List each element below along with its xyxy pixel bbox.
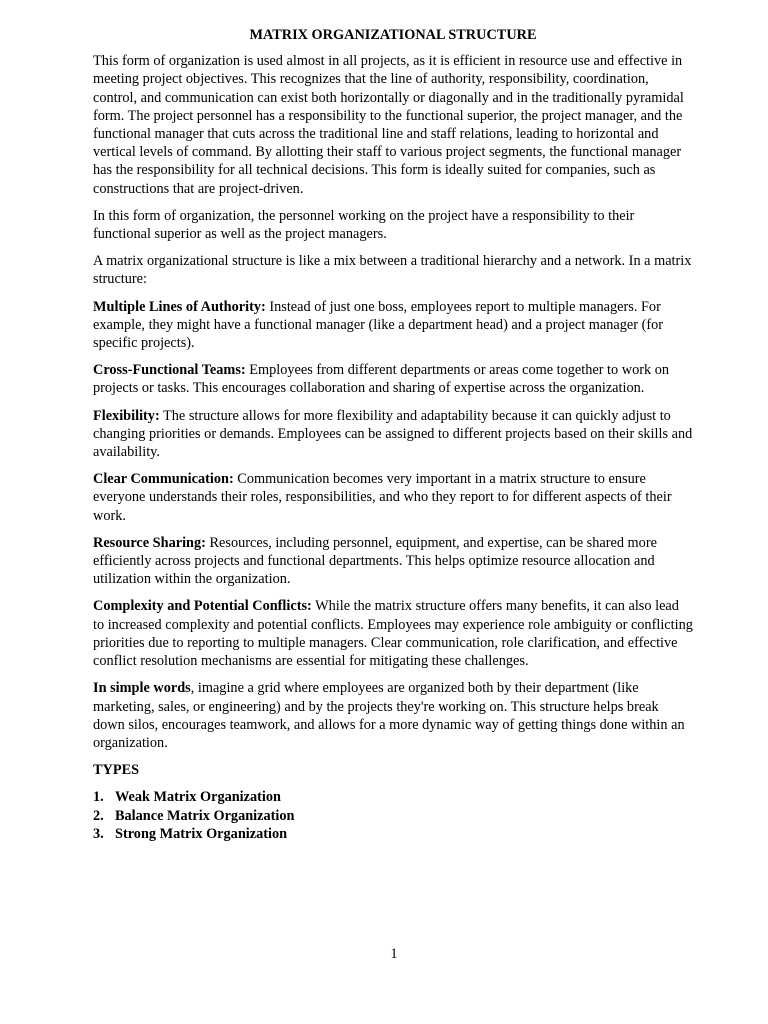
third-paragraph: A matrix organizational structure is like a mix between a traditional hierarchy and a network. In a matrix structure: [93, 253, 692, 288]
page-number: 1 [390, 946, 398, 962]
page-title: MATRIX ORGANIZATIONAL STRUCTURE [249, 27, 537, 43]
types-list-item [93, 788, 693, 806]
feature-term: Flexibility: [93, 407, 160, 424]
summary-text: , imagine a grid where employees are organized both by their department (like marketing, sales, or engineering) and by the projects they're working on. This structure helps break down silos, encourages teamwork, and allows for a more dynamic way of getting things done within an organization. [93, 680, 685, 751]
feature-paragraph [93, 298, 693, 353]
intro-paragraph: This form of organization is used almost in all projects, as it is efficient in resource use and effective in meeting project objectives. This recognizes that the line of authority, responsibility, coordination, control, and communication can exist both horizontally or diagonally and in the traditionally pyramidal form. The project personnel has a responsibility to the functional superior, the project manager, and the functional manager that cuts across the traditional line and staff relations, leading to horizontal and vertical levels of command. By allotting their staff to various project segments, the functional manager has the responsibility for all technical decisions. This form is ideally suited for companies, such as constructions that are project-driven. [93, 53, 684, 197]
feature-paragraph [93, 407, 693, 462]
list-item-label: Weak Matrix Organization [115, 789, 281, 806]
feature-term: Resource Sharing: [93, 534, 206, 551]
feature-paragraph [93, 361, 693, 397]
list-number: 2. [93, 807, 104, 824]
feature-text: Instead of just one boss, employees report to multiple managers. For example, they might have a functional manager (like a department head) and a project manager (for specific projects). [93, 298, 664, 352]
types-list-item [93, 807, 693, 825]
list-item-label: Strong Matrix Organization [115, 825, 288, 842]
feature-term: Clear Communication: [93, 471, 234, 488]
summary-term: In simple words [93, 680, 191, 697]
feature-text: While the matrix structure offers many benefits, it can also lead to increased complexity and potential conflicts. Employees may experience role ambiguity or conflicting priorities due to reporting to multiple managers. Clear communication, role clarification, and effective conflict resolution mechanisms are essential for mitigating these challenges. [93, 598, 693, 670]
second-paragraph: In this form of organization, the personnel working on the project have a responsibility to their functional superior as well as the project managers. [93, 207, 635, 243]
summary-paragraph [93, 679, 693, 752]
list-item-label: Balance Matrix Organization [115, 807, 295, 824]
feature-text: Resources, including personnel, equipment, and expertise, can be shared more efficiently across projects and functional departments. This helps optimize resource allocation and utilization within the organization. [93, 534, 657, 588]
list-number: 1. [93, 789, 104, 806]
types-list [93, 788, 693, 843]
feature-text: Employees from different departments or areas come together to work on projects or tasks. This encourages collaboration and sharing of expertise across the organization. [93, 362, 669, 397]
feature-text: Communication becomes very important in a matrix structure to ensure everyone understands their roles, responsibilities, and who they report to for different aspects of their work. [93, 471, 672, 524]
feature-term: Cross-Functional Teams: [93, 362, 246, 379]
types-list-item [93, 825, 693, 843]
feature-paragraph [93, 597, 693, 670]
feature-term: Complexity and Potential Conflicts: [93, 598, 312, 615]
feature-paragraph [93, 534, 693, 589]
types-heading: TYPES [93, 762, 140, 779]
feature-term: Multiple Lines of Authority: [93, 298, 266, 315]
list-number: 3. [93, 825, 104, 842]
page-content [93, 26, 693, 843]
feature-text: The structure allows for more flexibility and adaptability because it can quickly adjust to changing priorities or demands. Employees can be assigned to different projects based on their skills and availability. [93, 407, 693, 461]
feature-paragraph [93, 470, 693, 525]
